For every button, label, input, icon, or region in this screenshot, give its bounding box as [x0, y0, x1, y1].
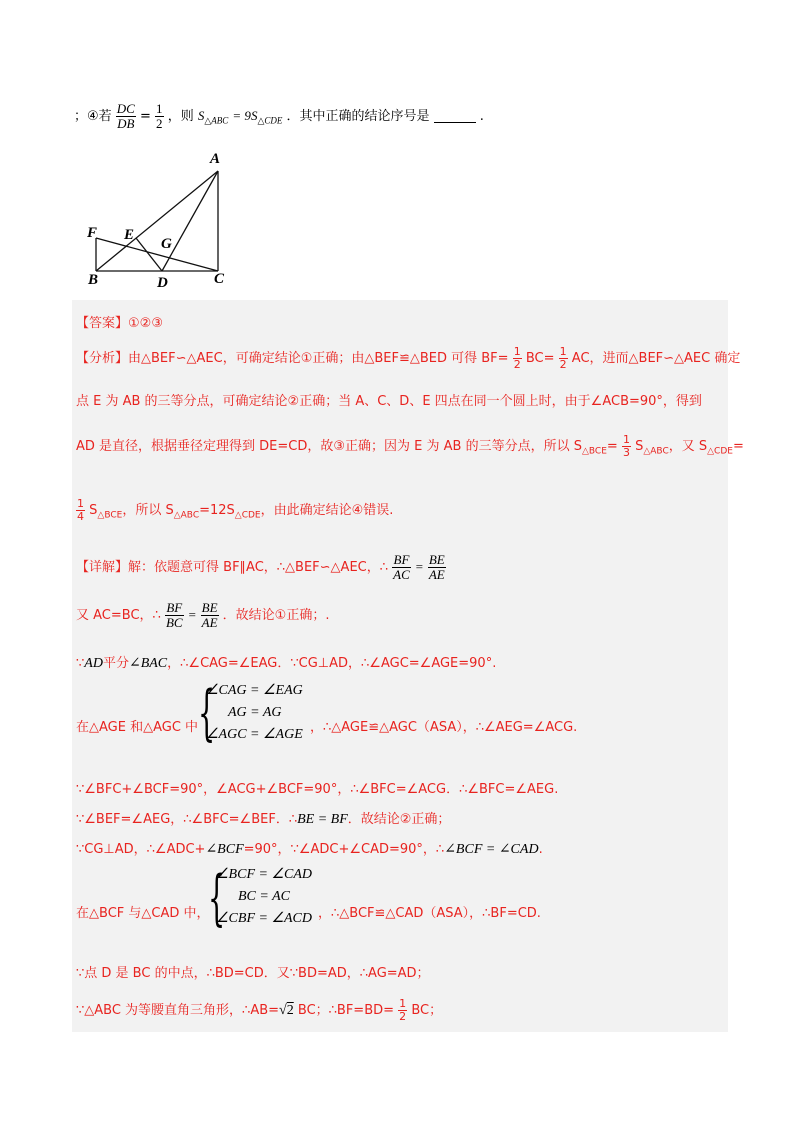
analysis-half-1: $\frac{1}{2}$ [513, 344, 521, 371]
analysis-line-1: 【分析】由△BEF∽△AEC，可确定结论①正确；由△BEF≌△BED 可得 BF= $\frac{1}{2}$ BC= $\frac{1}{2}$ AC，进而△BEF∽△AEC 确定 [76, 344, 741, 371]
detail-line-7: ∵CG⊥AD，∴∠ADC+∠BCF=90°，∵∠ADC+∠CAD=90°，∴∠BCF = ∠CAD. [76, 842, 543, 857]
analysis-quarter: $\frac{1}{4}$ [77, 496, 84, 523]
detail-line-9: ∵点 D 是 BC 的中点，∴BD=CD．又∵BD=AD，∴AG=AD； [76, 966, 430, 981]
analysis-line-3: AD 是直径，根据垂径定理得到 DE=CD，故③正确；因为 E 为 AB 的三等分点，所以 $S_{\triangle BCE}=$ $\frac{1}{3}$ $S_{\triangle ABC}$，又 $S_{\triangle CDE}=$ [76, 432, 744, 459]
label-d: D [157, 275, 168, 290]
analysis-half-2: $\frac{1}{2}$ [559, 344, 567, 371]
question-end: . [479, 109, 484, 124]
system-2-row-2: BC = AC [238, 889, 290, 904]
answer-line [76, 312, 163, 331]
label-b: B [88, 272, 99, 288]
geometry-figure [84, 148, 244, 290]
system-1 [206, 680, 303, 746]
detail-line-4b: ，∴△AGE≌△AGC（ASA），∴∠AEG=∠ACG. [310, 720, 578, 735]
label-e: E [124, 227, 135, 243]
segment-ba [96, 171, 218, 271]
dc-db-fraction: $\frac{DC}{DB}$ [116, 100, 135, 131]
analysis-line-2: 点 E 为 AB 的三等分点，可确定结论②正确；当 A、C、D、E 四点在同一个圆上时，由于∠ACB=90°，得到 [76, 394, 702, 409]
question-tail [74, 96, 484, 136]
equals-nine: = 9 [232, 108, 251, 123]
system-brace-2: { [208, 863, 226, 933]
system-brace-1: { [198, 678, 216, 748]
system-1-row-2: AG = AG [228, 705, 282, 720]
be-ae-fraction-2: $\frac{BE}{AE}$ [201, 599, 218, 630]
system-2 [216, 864, 312, 930]
question-suffix: ．其中正确的结论序号是 [286, 109, 430, 124]
detail-line-10: ∵△ABC 为等腰直角三角形，∴AB=√2 BC；∴BF=BD= $\frac{1}{2}$ BC； [76, 996, 443, 1023]
answer-tag: 【答案】 [76, 316, 129, 331]
system-1-row-1: ∠CAG = ∠EAG [206, 683, 303, 698]
sqrt-two: √2 [279, 1003, 294, 1018]
answer-value: ①②③ [128, 316, 163, 331]
detail-line-6: ∵∠BEF=∠AEG，∴∠BFC=∠BEF．∴BE = BF．故结论②正确； [76, 812, 451, 827]
area-abc: $S_{\triangle ABC}$ [197, 108, 229, 126]
analysis-tag: 【分析】 [76, 351, 129, 366]
question-eq: = [140, 109, 151, 124]
detail-line-1: 【详解】解：依题意可得 BF∥AC，∴△BEF∽△AEC，∴ $\frac{BF}{AC}$ = $\frac{BE}{AE}$ [76, 551, 445, 582]
system-2-row-3: ∠CBF = ∠ACD [216, 911, 312, 926]
segment-fc [96, 238, 218, 271]
segment-ad [162, 171, 218, 271]
bf-ac-fraction: $\frac{BF}{AC}$ [393, 551, 410, 582]
label-c: C [214, 271, 225, 287]
question-then: ，则 [167, 109, 194, 124]
system-1-row-3: ∠AGC = ∠AGE [206, 727, 303, 742]
answer-blank [434, 110, 476, 123]
label-a: A [210, 151, 221, 167]
analysis-third: $\frac{1}{3}$ [622, 432, 630, 459]
question-prefix: ；④若 [74, 109, 112, 124]
label-f: F [87, 225, 98, 241]
detail-line-8b: ，∴△BCF≌△CAD（ASA），∴BF=CD. [318, 906, 541, 921]
system-2-row-1: ∠BCF = ∠CAD [216, 867, 312, 882]
label-g: G [161, 236, 172, 252]
detail-half: $\frac{1}{2}$ [399, 996, 407, 1023]
detail-line-2: 又 AC=BC，∴ $\frac{BF}{BC}$ = $\frac{BE}{AE}$ ．故结论①正确；. [76, 599, 330, 630]
detail-line-8a: 在△BCF 与△CAD 中， [76, 906, 210, 921]
be-ae-fraction: $\frac{BE}{AE}$ [428, 551, 445, 582]
detail-line-5: ∵∠BFC+∠BCF=90°，∠ACG+∠BCF=90°，∴∠BFC=∠ACG．∴∠BFC=∠AEG. [76, 782, 559, 797]
bf-bc-fraction: $\frac{BF}{BC}$ [165, 599, 183, 630]
area-cde: $S_{\triangle CDE}$ [250, 108, 283, 126]
detail-tag: 【详解】 [76, 560, 129, 575]
detail-line-3: ∵AD平分∠BAC，∴∠CAG=∠EAG．∵CG⊥AD，∴∠AGC=∠AGE=90°. [76, 656, 497, 671]
half-fraction: $\frac{1}{2}$ [156, 100, 163, 131]
analysis-line-4: $\frac{1}{4}$ $S_{\triangle BCE}$，所以 $S_{\triangle ABC}=12S_{\triangle CDE}$，由此确定结论④错误. [77, 496, 394, 523]
detail-line-4a: 在△AGE 和△AGC 中 [76, 720, 199, 735]
